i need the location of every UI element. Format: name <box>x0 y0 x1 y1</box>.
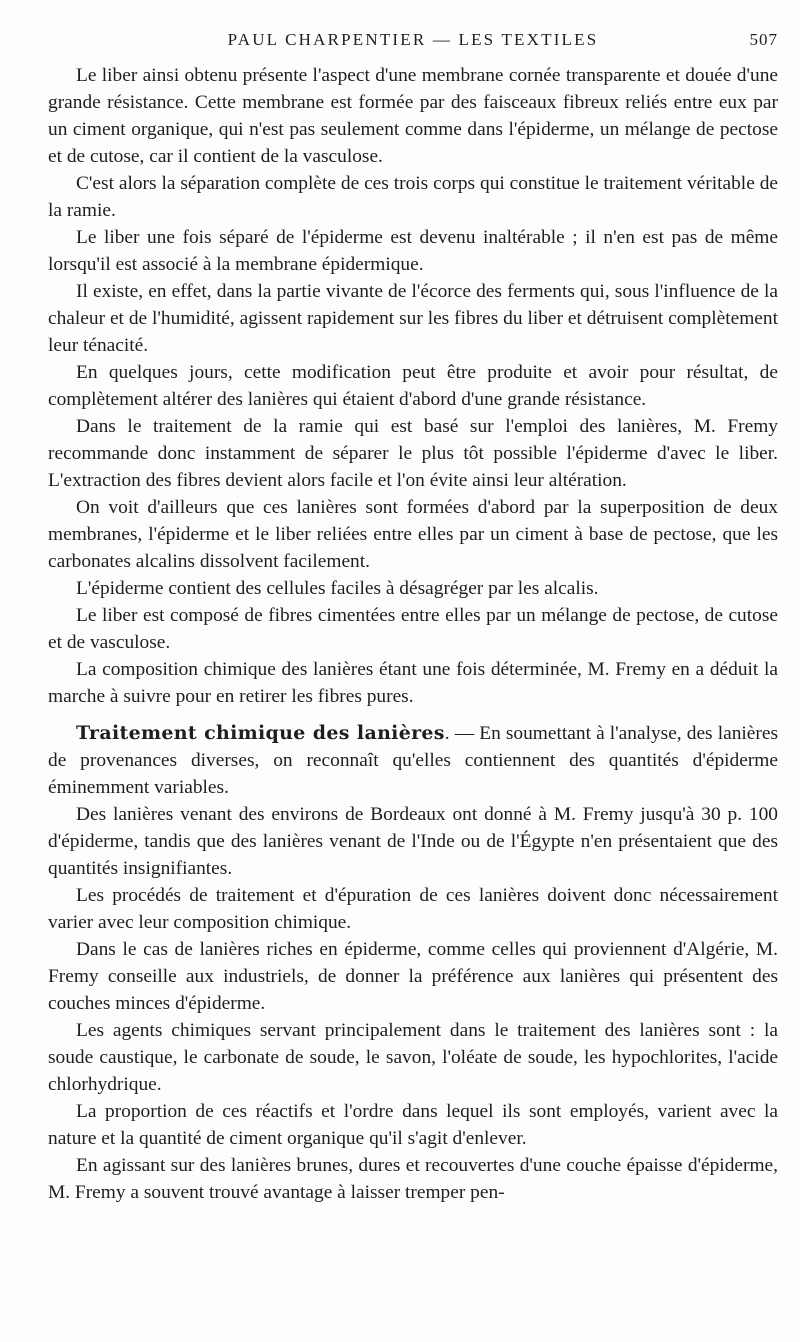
paragraph: C'est alors la séparation complète de ces trois corps qui constitue le traitement véritable de la ramie. <box>48 173 778 221</box>
section-paragraph <box>48 720 778 801</box>
paragraph: Les procédés de traitement et d'épuration de ces lanières doivent donc nécessairement varier avec leur composition chimique. <box>48 885 778 933</box>
page-number: 507 <box>749 30 778 49</box>
running-head <box>48 20 778 52</box>
paragraph: En agissant sur des lanières brunes, dures et recouvertes d'une couche épaisse d'épiderme, M. Fremy a souvent trouvé avantage à laisser tremper pen- <box>48 1155 778 1203</box>
paragraph: La composition chimique des lanières étant une fois déterminée, M. Fremy en a déduit la marche à suivre pour en retirer les fibres pures. <box>48 659 778 707</box>
paragraph: Le liber est composé de fibres cimentées entre elles par un mélange de pectose, de cutose et de vasculose. <box>48 605 778 653</box>
paragraph: Le liber une fois séparé de l'épiderme est devenu inaltérable ; il n'en est pas de même lorsqu'il est associé à la membrane épidermique. <box>48 227 778 275</box>
paragraph: On voit d'ailleurs que ces lanières sont formées d'abord par la superposition de deux membranes, l'épiderme et le liber reliées entre elles par un ciment à base de pectose, que les carbonates alcalins dissolvent facilement. <box>48 497 778 572</box>
paragraph: Les agents chimiques servant principalement dans le traitement des lanières sont : la soude caustique, le carbonate de soude, le savon, l'oléate de soude, les hypochlorites, l'acide chlorhydrique. <box>48 1020 778 1095</box>
paragraph: Des lanières venant des environs de Bordeaux ont donné à M. Fremy jusqu'à 30 p. 100 d'épiderme, tandis que des lanières venant de l'Inde ou de l'Égypte n'en présentaient que des quantités insignifiantes. <box>48 804 778 879</box>
body-text <box>48 62 778 1206</box>
paragraph: Dans le cas de lanières riches en épiderme, comme celles qui proviennent d'Algérie, M. Fremy conseille aux industriels, de donner la préférence aux lanières qui présentent des couches minces d'épiderme. <box>48 939 778 1014</box>
paragraph: Dans le traitement de la ramie qui est basé sur l'emploi des lanières, M. Fremy recommande donc instamment de séparer le plus tôt possible l'épiderme d'avec le liber. L'extraction des fibres devient alors facile et l'on évite ainsi leur altération. <box>48 416 778 491</box>
paragraph: L'épiderme contient des cellules faciles à désagréger par les alcalis. <box>76 578 599 599</box>
running-title: PAUL CHARPENTIER — LES TEXTILES <box>227 30 599 49</box>
section-lead: . — En soumettant à l'analyse, des lanières de provenances diverses, on reconnaît qu'elles contiennent des quantités d'épiderme éminemment variables. <box>48 723 778 798</box>
paragraph: En quelques jours, cette modification peut être produite et avoir pour résultat, de complètement altérer des lanières qui étaient d'abord d'une grande résistance. <box>48 362 778 410</box>
section-heading: Traitement chimique des lanières <box>76 722 445 744</box>
paragraph: La proportion de ces réactifs et l'ordre dans lequel ils sont employés, varient avec la nature et la quantité de ciment organique qu'il s'agit d'enlever. <box>48 1101 778 1149</box>
paragraph: Il existe, en effet, dans la partie vivante de l'écorce des ferments qui, sous l'influence de la chaleur et de l'humidité, agissent rapidement sur les fibres du liber et détruisent complètement leur ténacité. <box>48 281 778 356</box>
paragraph: Le liber ainsi obtenu présente l'aspect d'une membrane cornée transparente et douée d'une grande résistance. Cette membrane est formée par des faisceaux fibreux reliés entre eux par un ciment organique, qui n'est pas seulement comme dans l'épiderme, un mélange de pectose et de cutose, car il contient de la vasculose. <box>48 65 778 167</box>
